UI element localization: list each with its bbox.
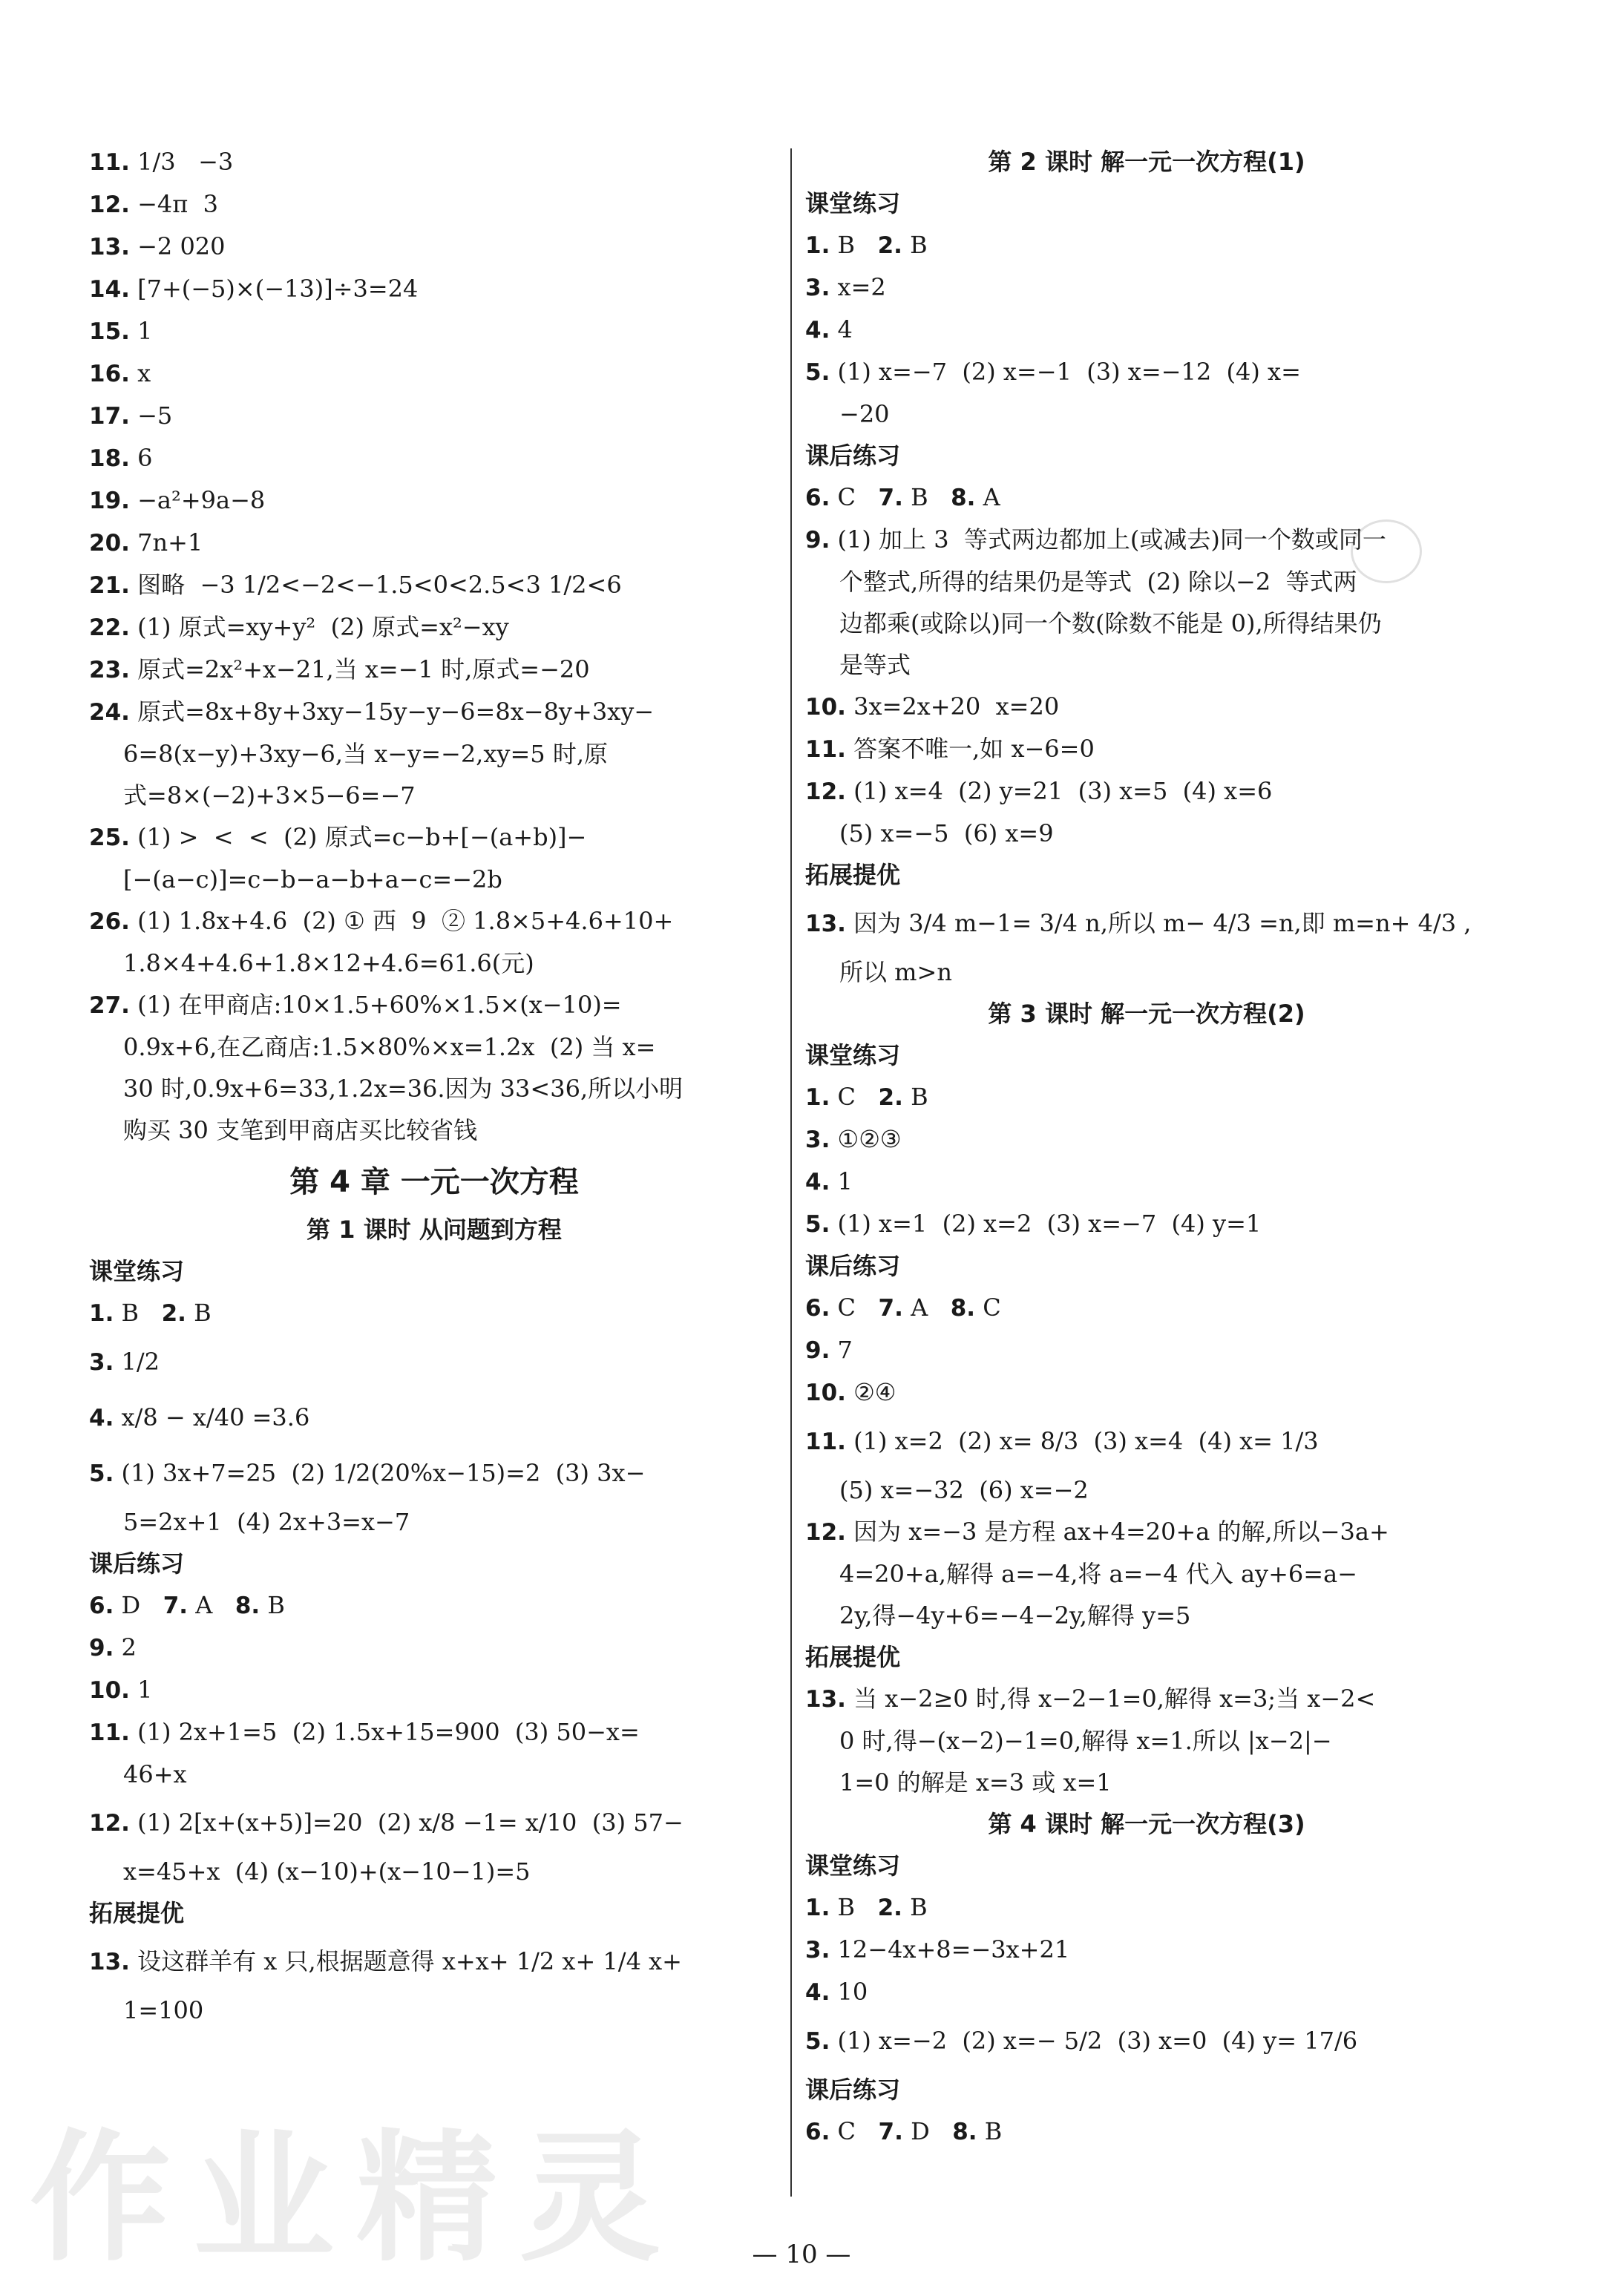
section-heading: 课堂练习 — [805, 189, 901, 217]
question-number: 19. — [89, 488, 130, 514]
answer-text: ①②③ — [830, 1125, 902, 1153]
answer-text: (1) 1.8x+4.6 (2) ① 西 9 ② 1.8×5+4.6+10+ — [129, 907, 674, 935]
answer-text: 1/3 −3 — [129, 148, 234, 176]
answer-line — [805, 1678, 1488, 1720]
answer-line — [89, 183, 779, 226]
answer-text: C — [830, 483, 879, 511]
answer-text: 3x=2x+20 x=20 — [845, 692, 1060, 721]
answer-continuation: 是等式 — [839, 651, 911, 679]
answer-text: 原式=2x²+x−21,当 x=−1 时,原式=−20 — [129, 655, 590, 683]
question-number: 10. — [89, 1677, 130, 1704]
answer-text: C — [975, 1293, 1001, 1322]
answer-text: B — [977, 2117, 1003, 2145]
question-number: 18. — [89, 445, 130, 472]
answer-text: (1) x=−7 (2) x=−1 (3) x=−12 (4) x= — [830, 358, 1301, 386]
section-heading: 拓展提优 — [805, 1643, 901, 1671]
answer-line — [805, 770, 1488, 813]
watermark: 作业精灵 — [30, 2116, 684, 2280]
section-heading: 课后练习 — [805, 442, 901, 470]
answer-text: B — [830, 231, 878, 259]
question-number: 6. — [89, 1593, 114, 1619]
answer-line — [89, 1292, 779, 1334]
answer-text: x/8 − x/40 =3.6 — [114, 1403, 310, 1431]
question-number: 15. — [89, 318, 130, 345]
answer-line — [805, 1118, 1488, 1161]
answer-continuation: x=45+x (4) (x−10)+(x−10−1)=5 — [123, 1857, 531, 1886]
answer-text: 12−4x+8=−3x+21 — [830, 1935, 1070, 1964]
answer-line — [89, 141, 779, 183]
answer-text: 原式=8x+8y+3xy−15y−y−6=8x−8y+3xy− — [129, 698, 655, 726]
answer-continuation: 46+x — [123, 1760, 187, 1788]
answer-continuation: (5) x=−5 (6) x=9 — [839, 819, 1054, 847]
answer-line — [89, 1934, 779, 1990]
answer-line — [89, 226, 779, 268]
answer-line — [89, 268, 779, 310]
answer-continuation: [−(a−c)]=c−b−a−b+a−c=−2b — [123, 865, 502, 893]
answer-text: B — [260, 1591, 285, 1619]
answer-line — [89, 479, 779, 522]
answer-line — [89, 1669, 779, 1711]
answer-continuation: 1.8×4+4.6+1.8×12+4.6=61.6(元) — [123, 949, 534, 977]
answer-line — [89, 1627, 779, 1669]
question-number: 4. — [89, 1405, 114, 1431]
answer-line — [805, 1929, 1488, 1971]
question-number: 5. — [89, 1460, 114, 1487]
left-column — [89, 141, 779, 2031]
answer-line — [805, 2110, 1488, 2153]
question-number: 6. — [805, 485, 830, 511]
answer-text: C — [830, 2117, 879, 2145]
question-number: 23. — [89, 657, 130, 683]
answer-line — [805, 1161, 1488, 1203]
answer-text: 图略 −3 1/2<−2<−1.5<0<2.5<3 1/2<6 — [129, 571, 622, 599]
lesson-title: 第 3 课时 解一元一次方程(2) — [988, 1000, 1305, 1028]
answer-text: C — [830, 1083, 879, 1111]
answer-line — [805, 686, 1488, 728]
answer-continuation: (5) x=−32 (6) x=−2 — [839, 1476, 1089, 1504]
answer-line — [805, 1203, 1488, 1245]
answer-line — [805, 1371, 1488, 1414]
answer-text: B — [902, 1893, 928, 1921]
answer-line — [89, 437, 779, 479]
answer-line — [805, 1511, 1488, 1553]
answer-line — [89, 649, 779, 691]
answer-continuation: 30 时,0.9x+6=33,1.2x=36.因为 33<36,所以小明 — [123, 1075, 684, 1103]
section-heading: 拓展提优 — [89, 1899, 185, 1927]
question-number: 4. — [805, 317, 830, 344]
answer-line — [89, 1334, 779, 1390]
answer-text: −5 — [129, 401, 173, 430]
answer-text: 当 x−2≥0 时,得 x−2−1=0,解得 x=3;当 x−2< — [845, 1685, 1376, 1713]
question-number: 2. — [877, 1895, 902, 1921]
question-number: 1. — [89, 1300, 114, 1327]
question-number: 12. — [805, 1519, 846, 1546]
question-number: 20. — [89, 530, 130, 557]
question-number: 5. — [805, 1211, 830, 1238]
answer-line — [89, 984, 779, 1026]
column-divider — [790, 148, 792, 2197]
answer-text: 1/2 — [114, 1348, 160, 1376]
answer-line — [805, 266, 1488, 309]
answer-text: x=2 — [830, 273, 886, 301]
answer-line — [89, 564, 779, 606]
section-heading: 课后练习 — [805, 1252, 901, 1280]
answer-text: (1) x=4 (2) y=21 (3) x=5 (4) x=6 — [845, 777, 1273, 805]
answer-text: 7n+1 — [129, 528, 203, 557]
answer-text: B — [114, 1299, 162, 1327]
answer-line — [805, 1886, 1488, 1929]
answer-text: (1) 在甲商店:10×1.5+60%×1.5×(x−10)= — [129, 991, 622, 1019]
answer-text: (1) x=1 (2) x=2 (3) x=−7 (4) y=1 — [830, 1210, 1262, 1238]
question-number: 2. — [877, 232, 902, 259]
answer-line — [805, 224, 1488, 266]
answer-text: B — [902, 483, 951, 511]
answer-line — [805, 1287, 1488, 1329]
question-number: 9. — [805, 527, 830, 554]
question-number: 1. — [805, 1895, 830, 1921]
answer-text: 答案不唯一,如 x−6=0 — [845, 735, 1095, 763]
answer-line — [805, 309, 1488, 351]
section-heading: 课堂练习 — [89, 1257, 185, 1285]
question-number: 11. — [805, 1429, 846, 1455]
chapter-title: 第 4 章 一元一次方程 — [289, 1165, 579, 1199]
answer-continuation: 式=8×(−2)+3×5−6=−7 — [123, 781, 416, 810]
question-number: 3. — [805, 1126, 830, 1153]
section-heading: 课后练习 — [805, 2076, 901, 2104]
question-number: 12. — [805, 778, 846, 805]
answer-continuation: −20 — [839, 400, 890, 428]
answer-continuation: 1=100 — [123, 1996, 204, 2024]
question-number: 26. — [89, 908, 130, 935]
question-number: 8. — [235, 1593, 260, 1619]
answer-line — [89, 395, 779, 437]
answer-line — [805, 1414, 1488, 1469]
answer-line — [805, 2013, 1488, 2069]
answer-line — [89, 1446, 779, 1501]
answer-text: 4 — [830, 315, 853, 344]
question-number: 3. — [805, 1937, 830, 1964]
answer-text: B — [830, 1893, 878, 1921]
answer-line — [805, 351, 1488, 393]
question-number: 11. — [89, 1719, 130, 1746]
right-column — [805, 141, 1488, 2153]
question-number: 10. — [805, 694, 846, 721]
question-number: 2. — [161, 1300, 186, 1327]
answer-text: (1) > < < (2) 原式=c−b+[−(a+b)]− — [129, 823, 587, 851]
question-number: 1. — [805, 232, 830, 259]
question-number: 27. — [89, 992, 130, 1019]
answer-text: (1) x=−2 (2) x=− 5/2 (3) x=0 (4) y= 17/6 — [830, 2027, 1358, 2055]
question-number: 4. — [805, 1979, 830, 2006]
answer-continuation: 5=2x+1 (4) 2x+3=x−7 — [123, 1508, 410, 1536]
answer-line — [89, 1711, 779, 1754]
answer-text: B — [902, 231, 928, 259]
answer-text: x — [129, 359, 151, 387]
answer-line — [805, 728, 1488, 770]
answer-line — [89, 816, 779, 859]
answer-continuation: 边都乘(或除以)同一个数(除数不能是 0),所得结果仍 — [839, 609, 1382, 637]
answer-text: [7+(−5)×(−13)]÷3=24 — [129, 275, 419, 303]
question-number: 25. — [89, 824, 130, 851]
question-number: 7. — [163, 1593, 189, 1619]
answer-line — [805, 519, 1488, 561]
answer-line — [89, 352, 779, 395]
answer-text: 因为 x=−3 是方程 ax+4=20+a 的解,所以−3a+ — [845, 1518, 1389, 1546]
question-number: 13. — [805, 1686, 846, 1713]
answer-text: ②④ — [845, 1378, 896, 1406]
question-number: 6. — [805, 1295, 830, 1322]
question-number: 17. — [89, 403, 130, 430]
question-number: 7. — [878, 2119, 903, 2145]
answer-text: 1 — [830, 1167, 853, 1195]
question-number: 1. — [805, 1084, 830, 1111]
question-number: 9. — [805, 1337, 830, 1364]
answer-continuation: 4=20+a,解得 a=−4,将 a=−4 代入 ay+6=a− — [839, 1560, 1357, 1588]
question-number: 7. — [878, 485, 903, 511]
answer-text: 10 — [830, 1978, 868, 2006]
section-heading: 拓展提优 — [805, 861, 901, 889]
answer-text: A — [975, 483, 1000, 511]
question-number: 13. — [805, 911, 846, 937]
question-number: 3. — [805, 275, 830, 301]
answer-text: 1 — [129, 1676, 153, 1704]
answer-text: 1 — [129, 317, 153, 345]
question-number: 24. — [89, 699, 130, 726]
question-number: 11. — [805, 736, 846, 763]
question-number: 22. — [89, 614, 130, 641]
answer-text: B — [186, 1299, 212, 1327]
answer-line — [805, 476, 1488, 519]
question-number: 11. — [89, 149, 130, 176]
question-number: 8. — [950, 1295, 976, 1322]
answer-line — [805, 1076, 1488, 1118]
answer-line — [805, 1329, 1488, 1371]
question-number: 4. — [805, 1169, 830, 1195]
answer-line — [89, 691, 779, 733]
question-number: 8. — [951, 485, 976, 511]
question-number: 13. — [89, 234, 130, 260]
answer-text: (1) 原式=xy+y² (2) 原式=x²−xy — [129, 613, 509, 641]
question-number: 12. — [89, 1810, 130, 1837]
answer-text: (1) x=2 (2) x= 8/3 (3) x=4 (4) x= 1/3 — [845, 1427, 1319, 1455]
answer-text: −a²+9a−8 — [129, 486, 266, 514]
answer-text: 2 — [114, 1633, 137, 1662]
answer-text: −4π 3 — [129, 190, 218, 218]
answer-continuation: 6=8(x−y)+3xy−6,当 x−y=−2,xy=5 时,原 — [123, 740, 608, 768]
answer-line — [89, 1584, 779, 1627]
answer-line — [89, 1390, 779, 1446]
page-number: — 10 — — [752, 2240, 851, 2269]
answer-text: 设这群羊有 x 只,根据题意得 x+x+ 1/2 x+ 1/4 x+ — [129, 1947, 682, 1975]
answer-continuation: 个整式,所得的结果仍是等式 (2) 除以−2 等式两 — [839, 568, 1357, 596]
section-heading: 课堂练习 — [805, 1851, 901, 1880]
lesson-title: 第 2 课时 解一元一次方程(1) — [988, 148, 1305, 176]
answer-text: A — [188, 1591, 235, 1619]
answer-continuation: 购买 30 支笔到甲商店买比较省钱 — [123, 1116, 478, 1144]
question-number: 12. — [89, 191, 130, 218]
answer-continuation: 0 时,得−(x−2)−1=0,解得 x=1.所以 |x−2|− — [839, 1727, 1332, 1755]
answer-text: (1) 2[x+(x+5)]=20 (2) x/8 −1= x/10 (3) 57− — [129, 1808, 684, 1837]
answer-continuation: 0.9x+6,在乙商店:1.5×80%×x=1.2x (2) 当 x= — [123, 1033, 656, 1061]
answer-text: −2 020 — [129, 232, 226, 260]
answer-continuation: 所以 m>n — [839, 958, 952, 986]
section-heading: 课堂练习 — [805, 1041, 901, 1069]
question-number: 13. — [89, 1949, 130, 1975]
answer-line — [89, 1795, 779, 1851]
question-number: 14. — [89, 276, 130, 303]
question-number: 6. — [805, 2119, 830, 2145]
question-number: 8. — [952, 2119, 977, 2145]
lesson-title: 第 4 课时 解一元一次方程(3) — [988, 1810, 1305, 1838]
answer-line — [89, 522, 779, 564]
answer-line — [805, 896, 1488, 951]
answer-line — [89, 310, 779, 352]
answer-text: B — [902, 1083, 928, 1111]
question-number: 16. — [89, 361, 130, 387]
question-number: 7. — [878, 1295, 903, 1322]
answer-text: (1) 2x+1=5 (2) 1.5x+15=900 (3) 50−x= — [129, 1718, 640, 1746]
question-number: 2. — [878, 1084, 903, 1111]
answer-line — [89, 900, 779, 942]
answer-text: D — [114, 1591, 163, 1619]
answer-text: 因为 3/4 m−1= 3/4 n,所以 m− 4/3 =n,即 m=n+ 4/3 , — [845, 909, 1472, 937]
question-number: 21. — [89, 572, 130, 599]
lesson-title: 第 1 课时 从问题到方程 — [306, 1216, 562, 1244]
question-number: 9. — [89, 1635, 114, 1662]
answer-line — [89, 606, 779, 649]
answer-continuation: 2y,得−4y+6=−4−2y,解得 y=5 — [839, 1601, 1191, 1630]
answer-text: (1) 加上 3 等式两边都加上(或减去)同一个数或同一 — [830, 525, 1386, 554]
question-number: 5. — [805, 2028, 830, 2055]
section-heading: 课后练习 — [89, 1549, 185, 1578]
answer-text: 7 — [830, 1336, 853, 1364]
answer-text: (1) 3x+7=25 (2) 1/2(20%x−15)=2 (3) 3x− — [114, 1459, 646, 1487]
answer-text: D — [902, 2117, 953, 2145]
question-number: 5. — [805, 359, 830, 386]
answer-text: 6 — [129, 444, 153, 472]
question-number: 3. — [89, 1349, 114, 1376]
question-number: 10. — [805, 1380, 846, 1406]
answer-text: C — [830, 1293, 879, 1322]
answer-line — [805, 1971, 1488, 2013]
answer-continuation: 1=0 的解是 x=3 或 x=1 — [839, 1768, 1112, 1797]
answer-text: A — [902, 1293, 951, 1322]
